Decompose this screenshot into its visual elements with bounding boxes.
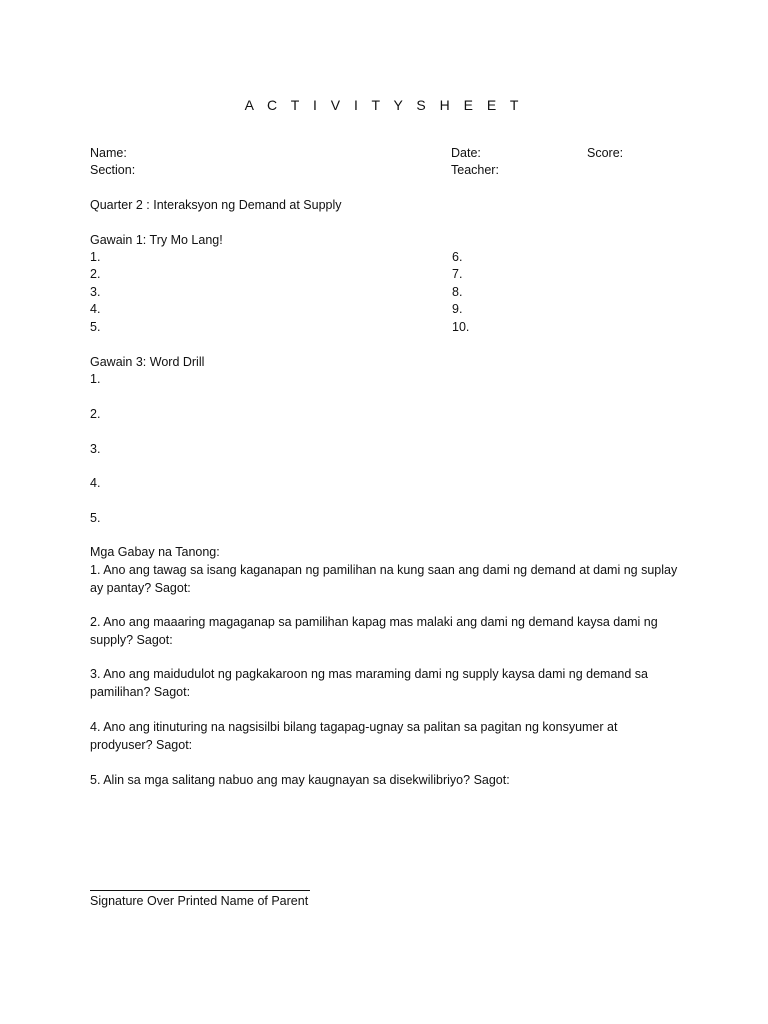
gawain3-item: 3. (90, 442, 101, 456)
quarter-heading: Quarter 2 : Interaksyon ng Demand at Supply (90, 198, 342, 212)
guide-question-1: 1. Ano ang tawag sa isang kaganapan ng pamilihan na kung saan ang dami ng demand at dami ng suplay ay pantay? Sagot: (90, 563, 678, 595)
guide-heading: Mga Gabay na Tanong: (90, 545, 220, 559)
teacher-label: Teacher: (451, 163, 499, 177)
signature-line (90, 890, 310, 891)
gawain1-item: 3. (90, 285, 101, 299)
gawain1-item: 7. (452, 267, 463, 281)
signature-label: Signature Over Printed Name of Parent (90, 894, 309, 908)
gawain1-item: 2. (90, 267, 101, 281)
guide-question-5: 5. Alin sa mga salitang nabuo ang may kaugnayan sa disekwilibriyo? Sagot: (90, 773, 510, 787)
guide-question-2: 2. Ano ang maaaring magaganap sa pamilihan kapag mas malaki ang dami ng demand kaysa dami ng supply? Sagot: (90, 615, 658, 647)
score-label: Score: (587, 146, 624, 160)
gawain1-item: 4. (90, 302, 101, 316)
gawain1-item: 5. (90, 320, 101, 334)
gawain3-item: 2. (90, 407, 101, 421)
gawain3-item: 1. (90, 372, 101, 386)
date-label: Date: (451, 146, 481, 160)
gawain1-item: 8. (452, 285, 463, 299)
gawain1-item: 10. (452, 320, 470, 334)
gawain3-item: 5. (90, 511, 101, 525)
guide-question-4: 4. Ano ang itinuturing na nagsisilbi bilang tagapag-ugnay sa palitan sa pagitan ng konsyumer at prodyuser? Sagot: (90, 720, 618, 752)
gawain1-item: 9. (452, 302, 463, 316)
section-label: Section: (90, 163, 136, 177)
name-label: Name: (90, 146, 127, 160)
page-title: A C T I V I T Y S H E E T (244, 97, 524, 113)
gawain3-item: 4. (90, 476, 101, 490)
gawain1-item: 6. (452, 250, 463, 264)
gawain1-item: 1. (90, 250, 101, 264)
guide-question-3: 3. Ano ang maidudulot ng pagkakaroon ng mas maraming dami ng supply kaysa dami ng demand sa pamilihan? Sagot: (90, 667, 648, 699)
gawain3-heading: Gawain 3: Word Drill (90, 355, 205, 369)
gawain1-heading: Gawain 1: Try Mo Lang! (90, 233, 223, 247)
